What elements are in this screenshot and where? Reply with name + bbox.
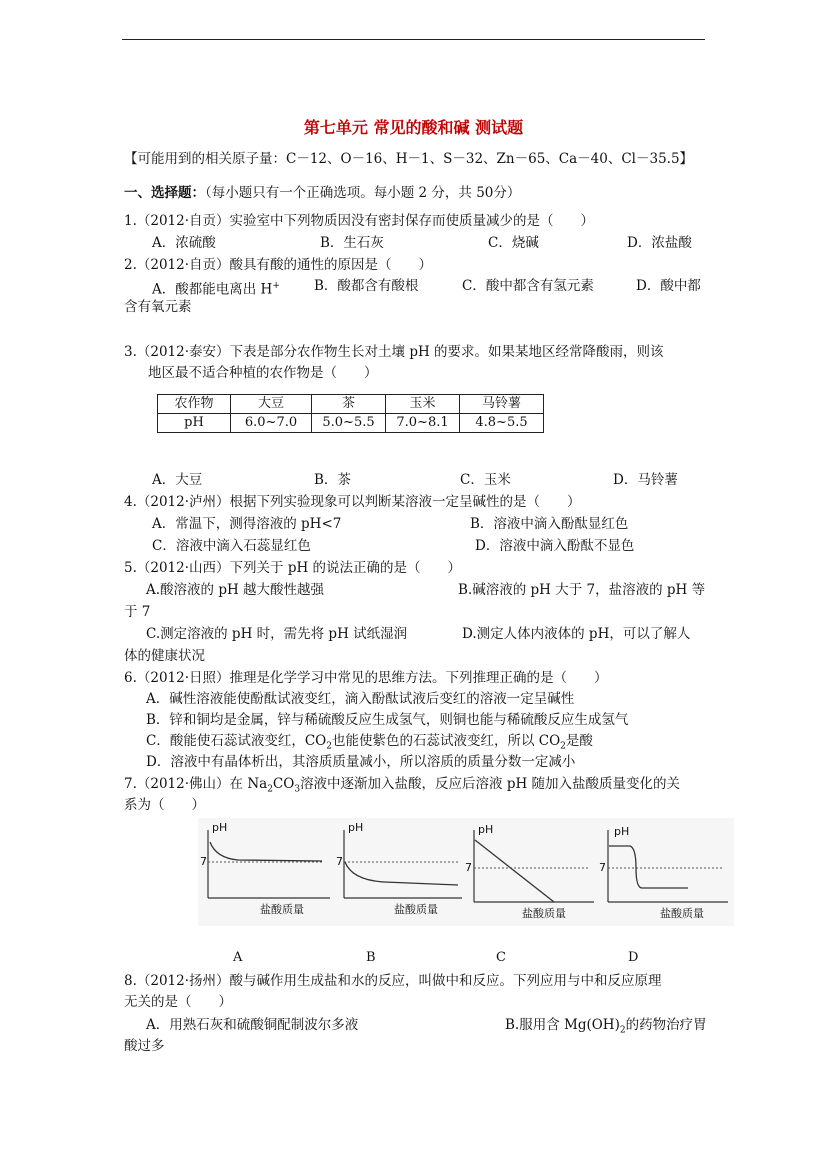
q8-option-b-text1: B.服用含 Mg(OH) (505, 1017, 620, 1033)
q7-stem-text2: CO (272, 776, 295, 792)
q5-option-a: A.酸溶液的 pH 越大酸性越强 (146, 582, 325, 598)
q5-option-b: B.碱溶液的 pH 大于 7，盐溶液的 pH 等 (458, 582, 706, 598)
q7-stem-line2: 系为（ ） (124, 797, 205, 813)
q4-option-c: C．溶液中滴入石蕊显红色 (152, 538, 311, 554)
table-cell: 农作物 (158, 395, 231, 414)
q1-stem: 1.（2012·自贡）实验室中下列物质因没有密封保存而使质量减少的是（ ） (124, 213, 595, 229)
q7-graph-a-xlabel: 盐酸质量 (260, 903, 304, 916)
q7-option-a-label: A (233, 950, 243, 965)
q1-option-c: C．烧碱 (488, 235, 539, 251)
q2-option-b: B．酸都含有酸根 (314, 278, 419, 294)
table-cell: 马铃薯 (460, 395, 544, 414)
q6-option-c-text2: 也能使紫色的石蕊试液变红，所以 CO (331, 733, 561, 749)
q1-option-a: A．浓硫酸 (152, 235, 216, 251)
q7-graph-a-ylabel: pH (212, 821, 228, 834)
q8-option-b-sub: 2 (619, 1025, 626, 1036)
q7-graph-b (334, 818, 472, 926)
q3-option-c: C．玉米 (460, 472, 511, 488)
table-row (158, 395, 544, 414)
q7-graph-d (596, 818, 734, 926)
table-cell: pH (158, 414, 231, 433)
q7-graph-b-xlabel: 盐酸质量 (394, 903, 438, 916)
q7-graph-c-ylabel: pH (478, 823, 494, 836)
section-heading (124, 184, 520, 202)
table-cell: 6.0~7.0 (231, 414, 312, 433)
table-cell: 4.8~5.5 (460, 414, 544, 433)
q7-stem-text1: 7.（2012·佛山）在 Na (124, 776, 268, 792)
q3-stem-line2: 地区最不适合种植的农作物是（ ） (148, 365, 378, 381)
q5-stem: 5.（2012·山西）下列关于 pH 的说法正确的是（ ） (124, 560, 462, 576)
q7-graph-b-ylabel: pH (348, 821, 364, 834)
q5-option-c: C.测定溶液的 pH 时，需先将 pH 试纸湿润 (146, 626, 408, 642)
q8-stem-line1: 8.（2012·扬州）酸与碱作用生成盐和水的反应，叫做中和反应。下列应用与中和反应原理 (124, 973, 662, 989)
q5-option-d: D.测定人体内液体的 pH，可以了解人 (462, 626, 691, 642)
q7-stem (124, 775, 680, 799)
q2-option-a-text: A．酸都能电离出 H (152, 281, 273, 298)
table-cell: 玉米 (386, 395, 460, 414)
q7-option-b-label: B (366, 950, 376, 965)
q2-option-a (152, 277, 280, 299)
q6-option-c-text1: C．酸能使石蕊试液变红，CO (146, 733, 327, 749)
section-note: （每小题只有一个正确选项。每小题 2 分，共 50分） (205, 185, 521, 201)
q7-stem-text3: 溶液中逐渐加入盐酸，反应后溶液 pH 随加入盐酸质量变化的关 (300, 776, 681, 792)
q7-graph-a (198, 818, 336, 926)
q7-graph-b-tick: 7 (336, 855, 343, 868)
q3-stem-line1: 3.（2012·泰安）下表是部分农作物生长对土壤 pH 的要求。如果某地区经常降酸雨，则该 (124, 344, 664, 360)
q7-option-d-label: D (628, 950, 639, 965)
q7-graph-d-xlabel: 盐酸质量 (660, 907, 704, 920)
section-heading-label: 一、选择题： (124, 185, 205, 201)
q8-option-a: A．用熟石灰和硫酸铜配制波尔多液 (146, 1017, 359, 1033)
q7-stem-sub2: 3 (294, 784, 301, 795)
atomic-masses: 【可能用到的相关原子量：C－12、O－16、H－1、S－32、Zn－65、Ca－40、Cl－35.5】 (124, 151, 694, 167)
q7-graph-d-tick: 7 (599, 861, 606, 874)
q4-stem: 4.（2012·泸州）根据下列实验现象可以判断某溶液一定呈碱性的是（ ） (124, 494, 581, 510)
header-rule (122, 39, 705, 40)
table-cell: 大豆 (231, 395, 312, 414)
q7-graph-d-ylabel: pH (614, 825, 630, 838)
q7-stem-sub1: 2 (267, 784, 273, 795)
q3-option-b: B．茶 (314, 472, 351, 488)
q7-graph-c-xlabel: 盐酸质量 (522, 907, 566, 920)
page-title: 第七单元 常见的酸和碱 测试题 (303, 118, 524, 137)
q5-option-d-cont: 体的健康状况 (124, 648, 205, 664)
q4-option-b: B．溶液中滴入酚酞显红色 (470, 516, 629, 532)
table-cell: 5.0~5.5 (312, 414, 386, 433)
q2-option-d: D．酸中都 (636, 278, 701, 294)
q8-stem-line2: 无关的是（ ） (124, 994, 232, 1010)
table-row (158, 414, 544, 433)
q2-stem: 2.（2012·自贡）酸具有酸的通性的原因是（ ） (124, 257, 433, 273)
q6-option-c-sub2: 2 (560, 741, 566, 752)
q1-option-d: D．浓盐酸 (627, 235, 692, 251)
q3-option-a: A．大豆 (152, 472, 203, 488)
q7-graph-c-tick: 7 (465, 861, 472, 874)
q6-option-a: A．碱性溶液能使酚酞试液变红，滴入酚酞试液后变红的溶液一定呈碱性 (146, 691, 575, 707)
q6-option-c-sub1: 2 (326, 741, 332, 752)
q7-graph-c (462, 818, 600, 926)
crop-ph-table (157, 394, 544, 433)
table-cell: 7.0~8.1 (386, 414, 460, 433)
q2-option-c: C．酸中都含有氢元素 (462, 278, 594, 294)
q7-graph-a-tick: 7 (200, 855, 207, 868)
q8-option-b-cont: 酸过多 (124, 1038, 165, 1054)
q4-option-d: D．溶液中滴入酚酞不显色 (475, 538, 635, 554)
q6-option-d: D．溶液中有晶体析出，其溶质质量减小，所以溶质的质量分数一定减小 (146, 754, 576, 770)
q4-option-a: A．常温下，测得溶液的 pH<7 (152, 516, 342, 532)
q7-option-c-label: C (496, 950, 506, 965)
q5-option-b-cont: 于 7 (124, 604, 151, 620)
q3-option-d: D．马铃薯 (613, 472, 678, 488)
q8-option-b-text2: 的药物治疗胃 (625, 1017, 707, 1033)
q6-stem: 6.（2012·日照）推理是化学学习中常见的思维方法。下列推理正确的是（ ） (124, 670, 608, 686)
table-cell: 茶 (312, 395, 386, 414)
q6-option-c-text3: 是酸 (565, 733, 593, 749)
q6-option-b: B．锌和铜均是金属，锌与稀硫酸反应生成氢气，则铜也能与稀硫酸反应生成氢气 (146, 712, 629, 728)
q1-option-b: B．生石灰 (320, 235, 384, 251)
q2-option-d-cont: 含有氧元素 (124, 299, 192, 315)
q8-option-b (505, 1016, 707, 1040)
q2-option-a-sup: + (272, 281, 280, 291)
